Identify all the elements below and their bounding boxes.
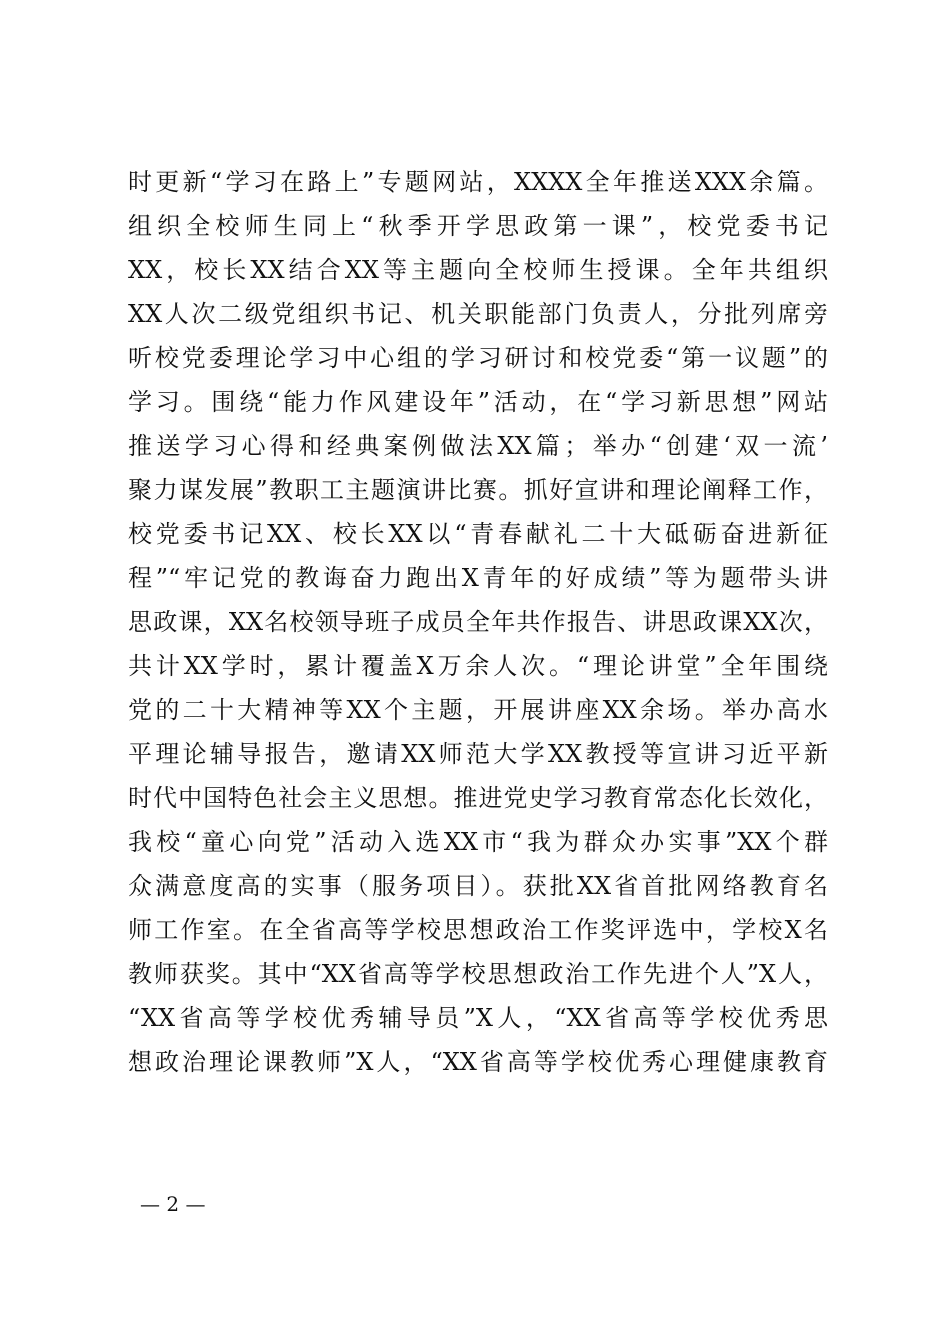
text-line: 众满意度高的实事（服务项目）。获批XX省首批网络教育名 — [128, 872, 828, 900]
text-line: XX人次二级党组织书记、机关职能部门负责人，分批列席旁 — [128, 300, 828, 328]
text-line: 我校“童心向党”活动入选XX市“我为群众办实事”XX个群 — [128, 828, 828, 856]
text-line: XX，校长XX结合XX等主题向全校师生授课。全年共组织 — [128, 256, 828, 284]
text-line: 思政课，XX名校领导班子成员全年共作报告、讲思政课XX次， — [128, 608, 828, 636]
text-line: 听校党委理论学习中心组的学习研讨和校党委“第一议题”的 — [128, 344, 828, 372]
text-line: 党的二十大精神等XX个主题，开展讲座XX余场。举办高水 — [128, 696, 828, 724]
text-line: 程”“牢记党的教诲奋力跑出X青年的好成绩”等为题带头讲 — [128, 564, 828, 592]
text-line: 校党委书记XX、校长XX以“青春献礼二十大砥砺奋进新征 — [128, 520, 828, 548]
text-line: 平理论辅导报告，邀请XX师范大学XX教授等宣讲习近平新 — [128, 740, 828, 768]
page-number: — 2 — — [140, 1192, 206, 1216]
text-line: 教师获奖。其中“XX省高等学校思想政治工作先进个人”X人， — [128, 960, 828, 988]
text-line: 共计XX学时，累计覆盖X万余人次。“理论讲堂”全年围绕 — [128, 652, 828, 680]
text-line: 聚力谋发展”教职工主题演讲比赛。抓好宣讲和理论阐释工作， — [128, 476, 828, 504]
text-line: 师工作室。在全省高等学校思想政治工作奖评选中，学校X名 — [128, 916, 828, 944]
text-line: 组织全校师生同上“秋季开学思政第一课”，校党委书记 — [128, 212, 828, 240]
body-text — [128, 160, 828, 1084]
text-line: 推送学习心得和经典案例做法XX篇；举办“创建‘双一流’ — [128, 432, 828, 460]
text-line: 想政治理论课教师”X人，“XX省高等学校优秀心理健康教育 — [128, 1048, 828, 1076]
text-line: 学习。围绕“能力作风建设年”活动，在“学习新思想”网站 — [128, 388, 828, 416]
text-line: 时代中国特色社会主义思想。推进党史学习教育常态化长效化， — [128, 784, 828, 812]
text-line: “XX省高等学校优秀辅导员”X人，“XX省高等学校优秀思 — [128, 1004, 828, 1032]
text-line: 时更新“学习在路上”专题网站，XXXX全年推送XXX余篇。 — [128, 168, 828, 196]
